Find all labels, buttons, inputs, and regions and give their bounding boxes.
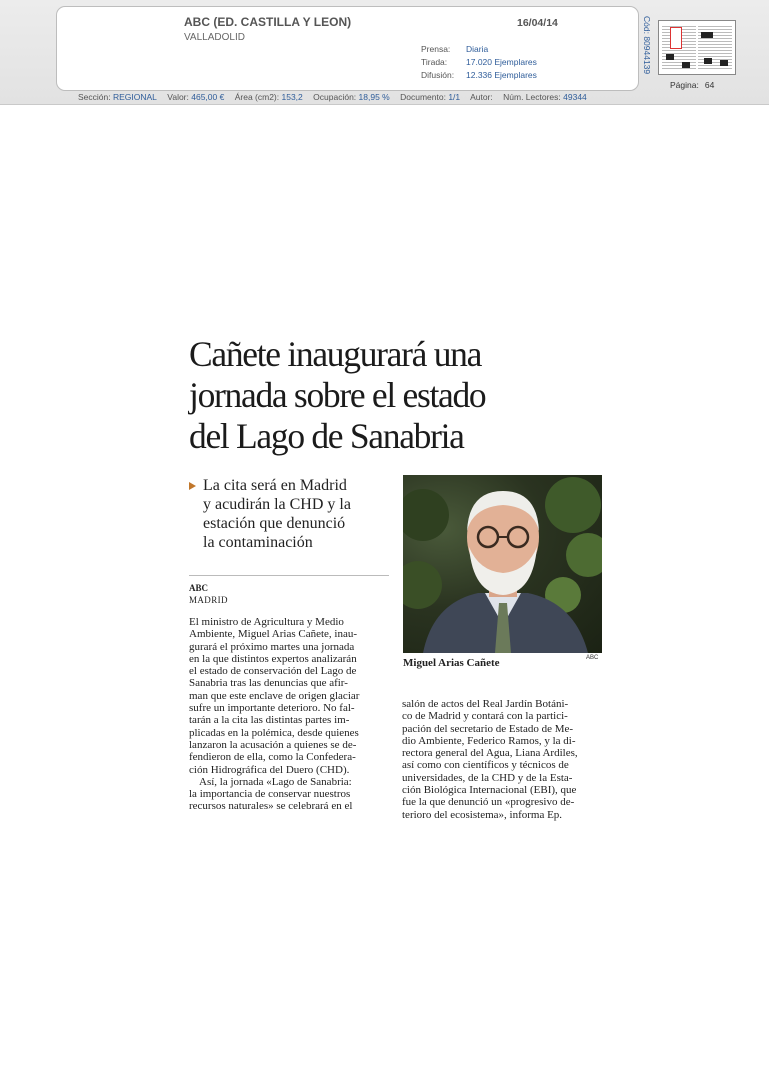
page-number-label: Página:: [670, 80, 699, 90]
body-line: rectora general del Agua, Liana Ardiles,: [402, 747, 578, 760]
thumb-block: [682, 62, 690, 68]
body-line: fendieron de ella, como la Confedera-: [189, 751, 356, 764]
body-line: co de Madrid y contará con la partici-: [402, 710, 568, 723]
thumb-block: [701, 32, 713, 38]
publication-city: VALLADOLID: [184, 32, 245, 43]
body-line: la importancia de conservar nuestros: [189, 788, 351, 801]
body-line: dio Ambiente, Federico Ramos, y la di-: [402, 734, 576, 747]
publication-card: [56, 6, 639, 91]
body-line: Ambiente, Miguel Arias Cañete, inau-: [189, 628, 358, 641]
valor-label: Valor:: [167, 92, 189, 102]
body-line: gurará el próximo martes una jornada: [189, 640, 355, 653]
subhead-line: La cita será en Madrid: [203, 477, 347, 494]
documento-value: 1/1: [448, 92, 461, 102]
prensa-value: Diaria: [466, 44, 489, 54]
area-value: 153,2: [281, 92, 303, 102]
valor-value: 465,00 €: [191, 92, 225, 102]
body-line: lanzaron la acusación a quienes se de-: [189, 738, 357, 751]
body-line: tarán a la cita las distintas partes im-: [189, 714, 350, 727]
page-number: [670, 80, 714, 90]
page-thumbnail-right[interactable]: [698, 24, 732, 70]
article-column-2: [402, 698, 602, 821]
photo-caption: Miguel Arias Cañete: [403, 657, 500, 669]
body-line: terioro del ecosistema», informa Ep.: [402, 808, 563, 821]
publication-date: 16/04/14: [517, 17, 558, 29]
area-label: Área (cm2):: [234, 92, 280, 102]
byline-city: MADRID: [189, 595, 228, 605]
body-line: el estado de conservación del Lago de: [189, 665, 357, 678]
headline-line: jornada sobre el estado: [189, 375, 486, 415]
body-line: recursos naturales» se celebrará en el: [189, 800, 353, 813]
page-thumbnail-left[interactable]: [662, 24, 696, 70]
portrait-illustration: [403, 475, 602, 653]
body-line: ción Biológica Internacional (EBI), que: [402, 784, 577, 797]
tirada-value: 17.020 Ejemplares: [466, 57, 537, 67]
lectores-label: Núm. Lectores:: [503, 92, 561, 102]
ocupacion-value: 18,95 %: [358, 92, 390, 102]
lectores-value: 49344: [563, 92, 587, 102]
tirada-row: [421, 57, 537, 67]
thumb-block: [666, 54, 674, 60]
prensa-row: [421, 44, 489, 54]
body-line: Sanabria tras las denuncias que afir-: [189, 677, 348, 690]
ocupacion-label: Ocupación:: [313, 92, 357, 102]
photo-credit: ABC: [586, 655, 599, 661]
body-line: El ministro de Agricultura y Medio: [189, 616, 344, 628]
tirada-label: Tirada:: [421, 57, 448, 67]
seccion-label: Sección:: [78, 92, 111, 102]
body-line: pación del secretario de Estado de Me-: [402, 722, 574, 735]
body-line: en la que distintos expertos analizarán: [189, 652, 357, 665]
body-line: plicadas en la polémica, desde quienes: [189, 726, 359, 739]
difusion-value: 12.336 Ejemplares: [466, 70, 537, 80]
prensa-label: Prensa:: [421, 44, 451, 54]
byline-source: ABC: [189, 583, 209, 593]
page-number-value: 64: [704, 80, 715, 90]
publication-name: ABC (ED. CASTILLA Y LEON): [184, 15, 352, 29]
article-location-marker: [670, 27, 682, 49]
headline-line: del Lago de Sanabria: [189, 416, 464, 456]
page-thumbnails[interactable]: [658, 20, 736, 75]
difusion-row: [421, 70, 537, 80]
subhead-line: la contaminación: [203, 534, 313, 551]
documento-label: Documento:: [400, 92, 446, 102]
divider: [189, 575, 389, 576]
thumb-block: [704, 58, 712, 64]
headline-line: Cañete inaugurará una: [189, 334, 482, 374]
autor-label: Autor:: [470, 92, 493, 102]
body-line: Así, la jornada «Lago de Sanabria:: [199, 775, 352, 788]
seccion-value: REGIONAL: [112, 92, 157, 102]
body-line: así como con científicos y técnicos de: [402, 759, 569, 772]
body-line: man que este enclave de origen glaciar: [189, 689, 360, 702]
difusion-label: Difusión:: [421, 70, 455, 80]
byline: [189, 582, 228, 606]
clipping-stats: [78, 92, 595, 102]
article-subheadline: [189, 476, 389, 552]
body-line: salón de actos del Real Jardín Botáni-: [402, 698, 569, 710]
portrait-photo: [403, 475, 602, 653]
body-line: sufre un importante deterioro. No fal-: [189, 702, 355, 715]
document-code: Cód: 80944139: [642, 16, 652, 75]
subhead-line: estación que denunció: [203, 515, 346, 532]
clipping-header: [0, 0, 769, 105]
body-line: ción Hidrográfica del Duero (CHD).: [189, 763, 350, 776]
subhead-line: y acudirán la CHD y la: [203, 496, 351, 513]
body-line: fue la que denunció un «progresivo de-: [402, 796, 575, 809]
article-column-1: [189, 616, 389, 813]
bullet-triangle-icon: [189, 482, 196, 490]
body-line: universidades, de la CHD y de la Esta-: [402, 771, 573, 784]
article-headline: [189, 334, 609, 457]
thumb-block: [720, 60, 728, 66]
